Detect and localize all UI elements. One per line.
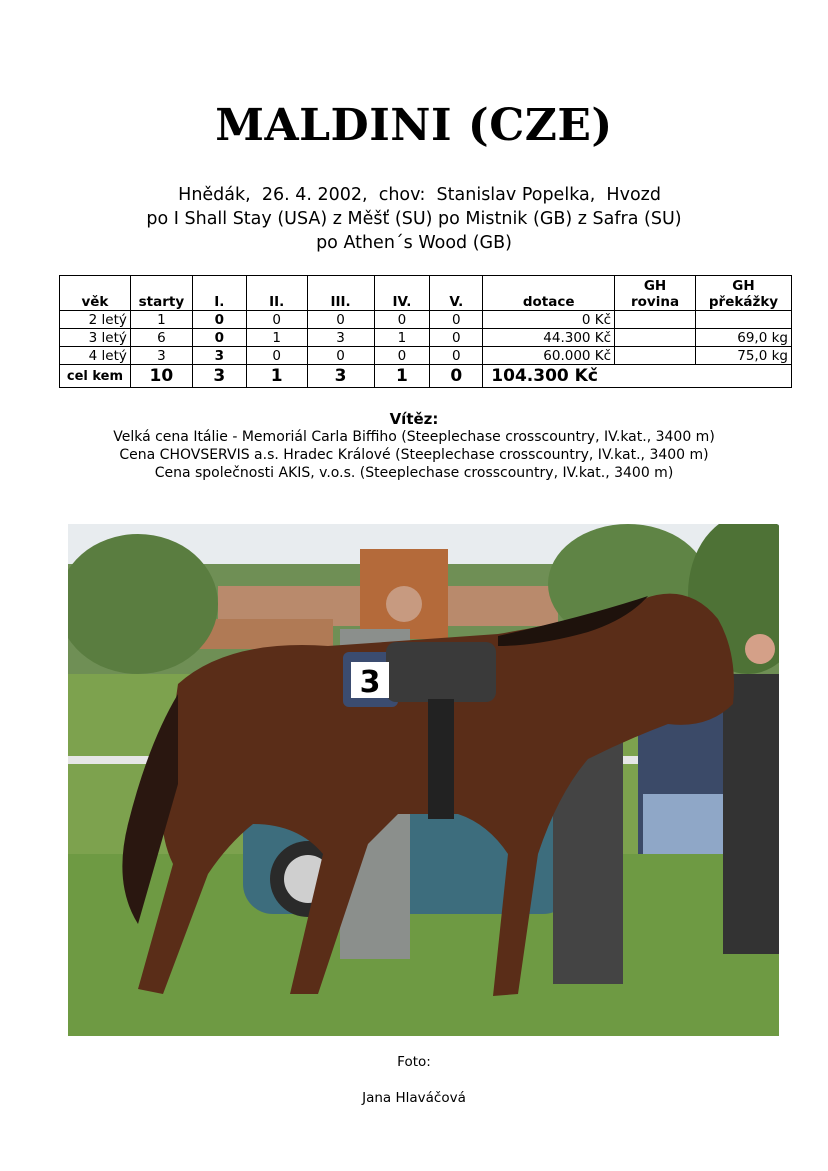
fifth-place-cell: 0 [430,347,483,365]
fourth-place-cell: 0 [374,347,430,365]
col-header-fourth: IV. [374,276,430,311]
photo-author: Jana Hlaváčová [362,1090,466,1106]
col-header-first: I. [192,276,246,311]
fifth-place-cell: 0 [430,329,483,347]
age-cell: 4 letý [60,347,131,365]
first-place-cell: 0 [192,329,246,347]
pedigree-info [0,183,828,255]
total-prize-money: 104.300 Kč [483,365,792,388]
prize-money-cell: 0 Kč [483,311,615,329]
age-cell: 2 letý [60,311,131,329]
col-header-third: III. [307,276,374,311]
starts-cell: 1 [130,311,192,329]
total-second: 1 [246,365,307,388]
fourth-place-cell: 1 [374,329,430,347]
winner-heading: Vítěz: [389,410,439,428]
second-place-cell: 0 [246,311,307,329]
col-header-second: II. [246,276,307,311]
race-record-table [59,275,792,388]
fourth-place-cell: 0 [374,311,430,329]
col-header-gh-jump: GH překážky [696,276,792,311]
winner-section [0,410,828,482]
saddle-number: 3 [359,665,381,700]
starts-cell: 3 [130,347,192,365]
table-row [60,347,792,365]
table-row [60,329,792,347]
total-first: 3 [192,365,246,388]
total-label: cel kem [60,365,131,388]
gh-flat-cell [615,329,696,347]
sire-dam-line: po I Shall Stay (USA) z Měšť (SU) po Mistnik (GB) z Safra (SU) [146,209,682,229]
col-header-age: věk [60,276,131,311]
third-place-cell: 0 [307,311,374,329]
gh-jump-cell: 69,0 kg [696,329,792,347]
birth-breeder-line: Hnědák, 26. 4. 2002, chov: Stanislav Popelka, Hvozd [167,185,661,205]
horse-photo [68,524,779,1036]
third-place-cell: 0 [307,347,374,365]
table-header-row [60,276,792,311]
col-header-starts: starty [130,276,192,311]
gh-flat-cell [615,311,696,329]
col-header-gh-flat: GH rovina [615,276,696,311]
horse-name-title: MALDINI (CZE) [215,100,613,151]
gh-jump-cell: 75,0 kg [696,347,792,365]
total-fifth: 0 [430,365,483,388]
gh-flat-cell [615,347,696,365]
winner-race: Cena společnosti AKIS, v.o.s. (Steeplechase crosscountry, IV.kat., 3400 m) [154,465,674,481]
total-third: 3 [307,365,374,388]
third-place-cell: 3 [307,329,374,347]
total-fourth: 1 [374,365,430,388]
photo-caption-label: Foto: [397,1054,431,1070]
age-cell: 3 letý [60,329,131,347]
winner-race: Cena CHOVSERVIS a.s. Hradec Králové (Steeplechase crosscountry, IV.kat., 3400 m) [119,447,709,463]
grandsire-line: po Athen´s Wood (GB) [316,233,512,253]
col-header-prize-money: dotace [483,276,615,311]
total-starts: 10 [130,365,192,388]
winner-race: Velká cena Itálie - Memoriál Carla Biffiho (Steeplechase crosscountry, IV.kat., 3400 m) [113,429,715,445]
starts-cell: 6 [130,329,192,347]
table-row [60,311,792,329]
gh-jump-cell [696,311,792,329]
second-place-cell: 1 [246,329,307,347]
fifth-place-cell: 0 [430,311,483,329]
second-place-cell: 0 [246,347,307,365]
prize-money-cell: 44.300 Kč [483,329,615,347]
col-header-fifth: V. [430,276,483,311]
first-place-cell: 3 [192,347,246,365]
first-place-cell: 0 [192,311,246,329]
total-row [60,365,792,388]
prize-money-cell: 60.000 Kč [483,347,615,365]
